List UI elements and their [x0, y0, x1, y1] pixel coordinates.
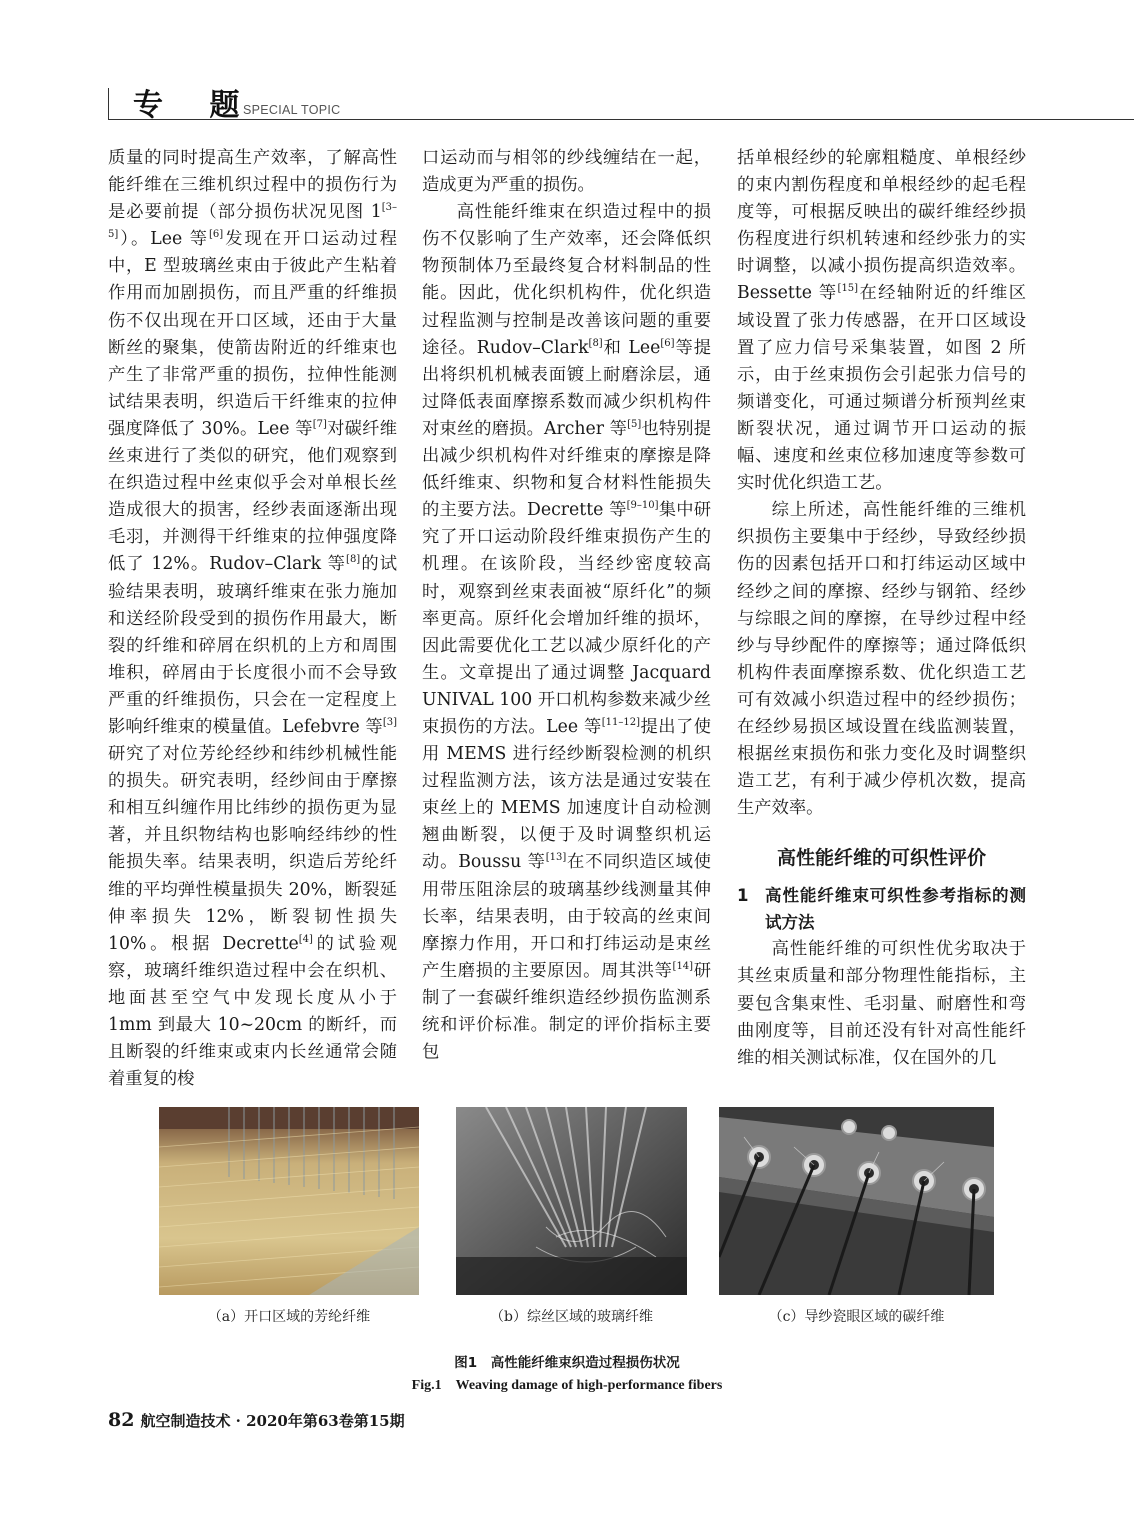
paragraph: 高性能纤维的可织性优劣取决于其丝束质量和部分物理性能指标，主要包含集束性、毛羽量、耐磨性和弯曲刚度等，目前还没有针对高性能纤维的相关测试标准，仅在国外的几	[737, 939, 1026, 1068]
citation: [6]	[209, 229, 224, 241]
journal-info: 航空制造技术 · 2020年第63卷第15期	[140, 1412, 405, 1430]
paragraph: 括单根经纱的轮廓粗糙度、单根经纱的束内割伤程度和单根经纱的起毛程度等，可根据反映出的碳纤维经纱损伤程度进行织机转速和经纱张力的实时调整，以减小损伤提高织造效率。Bessette 等[15]在经轴附近的纤维区域设置了张力传感器，在开口区域设置了应力信号采集装置，如图 2 所示，由于丝束损伤会引起张力信号的频谱变化，可通过频谱分析预判丝束断裂状况，通过调节开口运动的振幅、速度和丝束位移加速度等参数可实时优化织造工艺。	[737, 148, 1026, 494]
header-rule	[108, 119, 1134, 120]
figure-title-en: Fig.1 Weaving damage of high-performance fibers	[411, 1378, 723, 1393]
citation: [9–10]	[626, 500, 659, 512]
subsection-heading	[737, 882, 1026, 936]
figure-photo-c	[719, 1107, 994, 1295]
citation: [8]	[588, 337, 603, 349]
figure-title-cn: 图1 高性能纤维束织造过程损伤状况	[454, 1355, 680, 1371]
citation: [3]	[382, 717, 397, 729]
text-column-3	[737, 145, 1026, 1072]
page-number: 82	[108, 1409, 135, 1431]
citation: [13]	[545, 852, 567, 864]
section-subtitle: SPECIAL TOPIC	[243, 103, 341, 117]
caption-b: （b）综丝区域的玻璃纤维	[490, 1309, 653, 1325]
section-heading: 高性能纤维的可织性评价	[776, 847, 986, 870]
citation: [14]	[672, 961, 694, 973]
citation: [6]	[660, 337, 675, 349]
paragraph: 高性能纤维束在织造过程中的损伤不仅影响了生产效率，还会降低织物预制体乃至最终复合材料制品的性能。因此，优化织机构件，优化织造过程监测与控制是改善该问题的重要途径。Rudov–Clark[8]和 Lee[6]等提出将织机机械表面镀上耐磨涂层，通过降低表面摩擦系数而减少织机构件对束丝的磨损。Archer 等[5]也特别提出减少织机构件对纤维束的摩擦是降低纤维束、织物和复合材料性能损失的主要方法。Decrette 等[9–10]集中研究了开口运动阶段纤维束损伤产生的机理。在该阶段，当经纱密度较高时，观察到丝束表面被“原纤化”的频率更高。原纤化会增加纤维的损坏，因此需要优化工艺以减少原纤化的产生。文章提出了通过调整 Jacquard UNIVAL 100 开口机构参数来减少丝束损伤的方法。Lee 等[11–12]提出了使用 MEMS 进行经纱断裂检测的机织过程监测方法，该方法是通过安装在束丝上的 MEMS 加速度计自动检测翘曲断裂，以便于及时调整织机运动。Boussu 等[13]在不同织造区域使用带压阻涂层的玻璃基纱线测量其伸长率，结果表明，由于较高的丝束间摩擦力作用，开口和打纬运动是束丝产生磨损的主要原因。周其洪等[14]研制了一套碳纤维织造经纱损伤监测系统和评价标准。制定的评价指标主要包	[422, 202, 711, 1063]
section-title: 专 题	[133, 88, 258, 123]
citation: [5]	[627, 419, 642, 431]
citation: [7]	[312, 419, 327, 431]
subsection-number: 1	[737, 886, 749, 906]
subsection-title: 高性能纤维束可织性参考指标的测试方法	[765, 886, 1026, 933]
citation: [15]	[837, 283, 859, 295]
citation: [11–12]	[601, 717, 641, 729]
citation: [3–5]	[108, 202, 397, 241]
paragraph: 综上所述，高性能纤维的三维机织损伤主要集中于经纱，导致经纱损伤的因素包括开口和打纬运动区域中经纱之间的摩擦、经纱与钢筘、经纱与综眼之间的摩擦，在导纱过程中经纱与导纱配件的摩擦等；通过降低织机构件表面摩擦系数、优化织造工艺可有效减小织造过程中的经纱损伤；在经纱易损区域设置在线监测装置，根据丝束损伤和张力变化及时调整织造工艺，有利于减少停机次数，提高生产效率。	[737, 500, 1026, 819]
caption-a: （a）开口区域的芳纶纤维	[207, 1309, 371, 1325]
figure-photo-b	[456, 1107, 687, 1295]
paragraph: 口运动而与相邻的纱线缠结在一起，造成更为严重的损伤。	[422, 148, 711, 196]
text-column-2	[422, 145, 711, 1066]
citation: [8]	[346, 554, 361, 566]
figure-photo-a	[159, 1107, 419, 1295]
caption-c: （c）导纱瓷眼区域的碳纤维	[768, 1309, 945, 1325]
text-column-1	[108, 145, 397, 1093]
page-footer	[108, 1409, 405, 1431]
header-bar	[108, 88, 109, 119]
paragraph: 质量的同时提高生产效率，了解高性能纤维在三维机织过程中的损伤行为是必要前提（部分损伤状况见图 1[3–5]）。Lee 等[6]发现在开口运动过程中，E 型玻璃丝束由于彼此产生粘着作用而加剧损伤，而且严重的纤维损伤不仅出现在开口区域，还由于大量断丝的聚集，使箭齿附近的纤维束也产生了非常严重的损伤，拉伸性能测试结果表明，织造后干纤维束的拉伸强度降低了 30%。Lee 等[7]对碳纤维丝束进行了类似的研究，他们观察到在织造过程中丝束似乎会对单根长丝造成很大的损害，经纱表面逐渐出现毛羽，并测得干纤维束的拉伸强度降低了 12%。Rudov–Clark 等[8]的试验结果表明，玻璃纤维束在张力施加和送经阶段受到的损伤作用最大，断裂的纤维和碎屑在织机的上方和周围堆积，碎屑由于长度很小而不会导致严重的纤维损伤，只会在一定程度上影响纤维束的模量值。Lefebvre 等[3]研究了对位芳纶经纱和纬纱机械性能的损失。研究表明，经纱间由于摩擦和相互纠缠作用比纬纱的损伤更为显著，并且织物结构也影响经纬纱的性能损失率。结果表明，织造后芳纶纤维的平均弹性模量损失 20%，断裂延伸率损失 12%，断裂韧性损失 10%。根据 Decrette[4]的试验观察，玻璃纤维织造过程中会在织机、地面甚至空气中发现长度从小于 1mm 到最大 10~20cm 的断纤，而且断裂的纤维束或束内长丝通常会随着重复的梭	[108, 148, 397, 1090]
citation: [4]	[298, 933, 313, 945]
